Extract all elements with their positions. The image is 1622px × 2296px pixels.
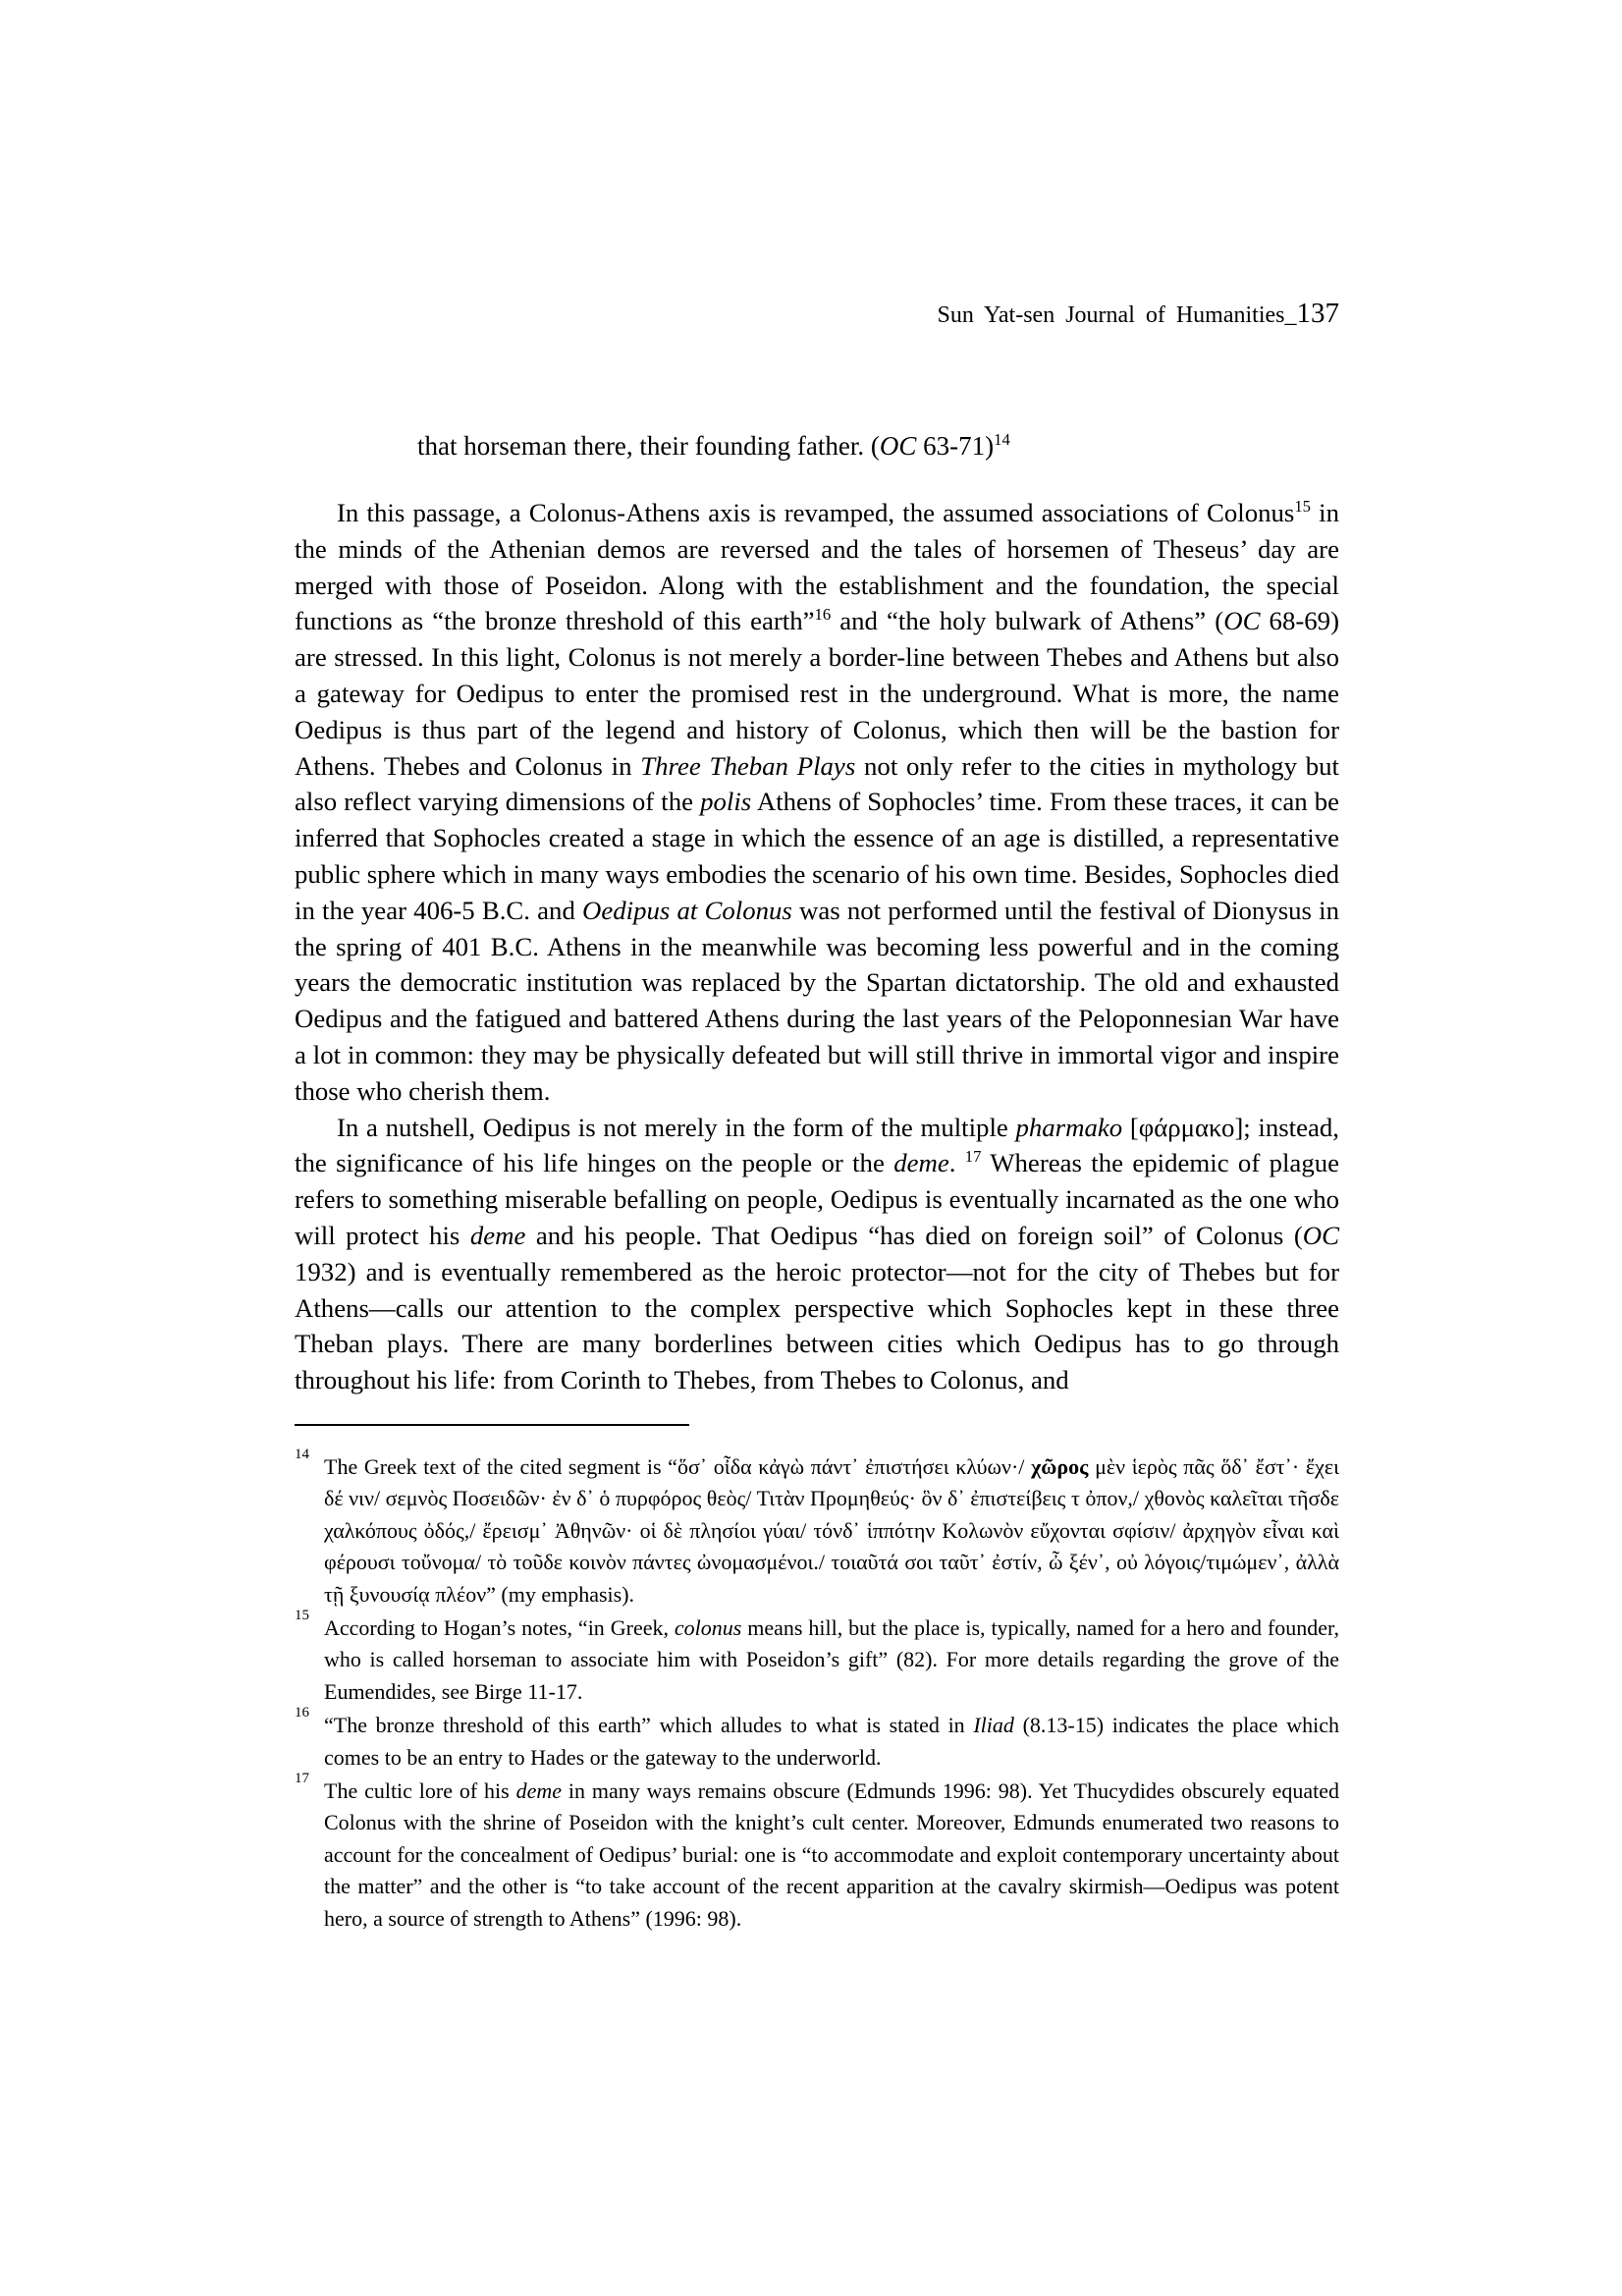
footnote-text	[324, 1613, 1339, 1708]
block-quote-ending	[417, 429, 1010, 463]
footnote-number: 15	[295, 1608, 309, 1624]
footnote-ref-15: 15	[1294, 497, 1311, 517]
text-run: (8.13-15) indicates the place which comes to be an entry to Hades or the gateway to the underworld.	[324, 1713, 1340, 1770]
italic-run: OC	[1302, 1220, 1339, 1250]
footnote-17	[295, 1771, 1339, 1935]
text-run: not only refer to the cities in mythology but also reflect varying dimensions of the	[295, 750, 1339, 817]
bold-run: χῶρος	[1031, 1454, 1089, 1479]
text-run: [φάρμακο]; instead, the significance of his life hinges on the people or the	[295, 1112, 1340, 1178]
text-run: Whereas the epidemic of plague refers to something miserable befalling on people, Oedipus is eventually incarnated as the one who will protect his	[295, 1148, 1340, 1250]
italic-run: deme	[515, 1778, 563, 1804]
text-run: “The bronze threshold of this earth” which alludes to what is stated in	[324, 1713, 974, 1738]
italic-run: polis	[700, 787, 752, 817]
text-run: In this passage, a Colonus-Athens axis is revamped, the assumed associations of Colonus	[337, 498, 1295, 527]
text-run: The cultic lore of his	[324, 1778, 516, 1804]
text-run: According to Hogan’s notes, “in Greek,	[324, 1615, 675, 1641]
italic-run: Three Theban Plays	[640, 750, 856, 781]
italic-run: OC	[1223, 606, 1261, 636]
footnote-number: 14	[295, 1447, 309, 1462]
footnote-15	[295, 1608, 1339, 1708]
paragraph-1	[295, 495, 1339, 1110]
text-run: μὲν ἱερὸς πᾶς ὅδ᾽ ἔστ᾽· ἔχει δέ νιν/ σεμνὸς Ποσειδῶν· ἐν δ᾽ ὁ πυρφόρος θεὸς/ Τιτὰν Προμηθεύς· ὃν δ᾽ ἐπιστείβεις τ ὀπον,/ χθονὸς καλεῖται τῆσδε χαλκόπους ὀδός,/ ἔρεισμ᾽ Ἀθηνῶν· οἱ δὲ πλησίοι γύαι/ τόνδ᾽ ἱππότην Κολωνὸν εὔχονται σφίσιν/ ἀρχηγὸν εἶναι καὶ φέρουσι τοὔνομα/ τὸ τοῦδε κοινὸν πάντες ὠνομασμένοι./ τοιαῦτά σοι ταῦτ᾽ ἐστίν, ὦ ξέν᾽, οὐ λόγοις/τιμώμεν᾽, ἀλλὰ τῇ ξυνουσίᾳ πλέον” (my emphasis).	[324, 1454, 1339, 1607]
quote-citation-italic: OC	[879, 431, 917, 461]
text-run: In a nutshell, Oedipus is not merely in the form of the multiple	[337, 1112, 1016, 1142]
text-run: .	[948, 1148, 965, 1178]
text-run: in the minds of the Athenian demos are reversed and the tales of horsemen of Theseus’ day are merged with those of Poseidon. Along with the establishment and the foundation, the special functions as “the bronze threshold of this earth”	[295, 498, 1339, 636]
footnote-ref-14: 14	[994, 430, 1010, 449]
footnote-number: 16	[295, 1705, 309, 1722]
paragraph-2	[295, 1110, 1339, 1398]
italic-run: colonus	[674, 1615, 742, 1641]
footnote-text	[324, 1451, 1339, 1611]
text-run: Athens of Sophocles’ time. From these traces, it can be inferred that Sophocles created a stage in which the essence of an age is distilled, a representative public sphere which in many ways embodies the scenario of his own time. Besides, Sophocles died in the year 406-5 B.C. and	[295, 787, 1339, 925]
main-text	[295, 495, 1339, 1398]
quote-text: that horseman there, their founding father. (	[417, 431, 880, 461]
italic-run: pharmako	[1015, 1112, 1123, 1142]
footnote-text	[324, 1776, 1339, 1935]
text-run: The Greek text of the cited segment is “ὅσ᾽ οἶδα κἀγὼ πάντ᾽ ἐπιστήσει κλύων·/	[324, 1454, 1032, 1479]
footnote-number: 17	[295, 1771, 309, 1787]
footnote-ref-16: 16	[814, 605, 832, 625]
text-run: 1932) and is eventually remembered as the heroic protector—not for the city of Thebes but for Athens—calls our attention to the complex perspective which Sophocles kept in these three Theban plays. There are many borderlines between cities which Oedipus has to go through throughout his life: from Corinth to Thebes, from Thebes to Colonus, and	[295, 1256, 1339, 1395]
italic-run: deme	[893, 1148, 949, 1178]
page-number: 137	[1296, 298, 1339, 329]
text-run: means hill, but the place is, typically, named for a hero and founder, who is called horseman to associate him with Poseidon’s gift” (82). For more details regarding the grove of the Eumendides, see Birge 11-17.	[324, 1615, 1339, 1704]
italic-run: deme	[469, 1220, 526, 1250]
text-run: in many ways remains obscure (Edmunds 1996: 98). Yet Thucydides obscurely equated Colonus with the shrine of Poseidon with the knight’s cult center. Moreover, Edmunds enumerated two reasons to account for the concealment of Oedipus’ burial: one is “to accommodate and exploit contemporary uncertainty about the matter” and the other is “to take account of the recent apparition at the cavalry skirmish—Oedipus was potent hero, a source of strength to Athens” (1996: 98).	[324, 1778, 1339, 1931]
footnote-ref-17: 17	[964, 1147, 982, 1167]
text-run: 68-69) are stressed. In this light, Colonus is not merely a border-line between Thebes and Athens but also a gateway for Oedipus to enter the promised rest in the underground. What is more, the name Oedipus is thus part of the legend and history of Colonus, which then will be the bastion for Athens. Thebes and Colonus in	[295, 606, 1339, 781]
quote-citation-lines: 63-71)	[916, 431, 995, 461]
italic-run: Oedipus at Colonus	[582, 895, 792, 925]
text-run: and “the holy bulwark of Athens” (	[831, 606, 1224, 636]
journal-title: Sun Yat-sen Journal of Humanities_	[937, 302, 1297, 328]
footnote-14	[295, 1447, 1339, 1611]
text-run: was not performed until the festival of Dionysus in the spring of 401 B.C. Athens in the meanwhile was becoming less powerful and in the coming years the democratic institution was replaced by the Spartan dictatorship. The old and exhausted Oedipus and the fatigued and battered Athens during the last years of the Peloponnesian War have a lot in common: they may be physically defeated but will still thrive in immortal vigor and inspire those who cherish them.	[295, 895, 1339, 1106]
text-run: and his people. That Oedipus “has died on foreign soil” of Colonus (	[525, 1220, 1303, 1250]
running-header	[938, 299, 1339, 330]
footnote-16	[295, 1705, 1340, 1774]
footnotes	[295, 1447, 1340, 1937]
italic-run: Iliad	[973, 1713, 1014, 1738]
footnote-divider	[295, 1424, 689, 1426]
footnote-text	[324, 1710, 1339, 1774]
